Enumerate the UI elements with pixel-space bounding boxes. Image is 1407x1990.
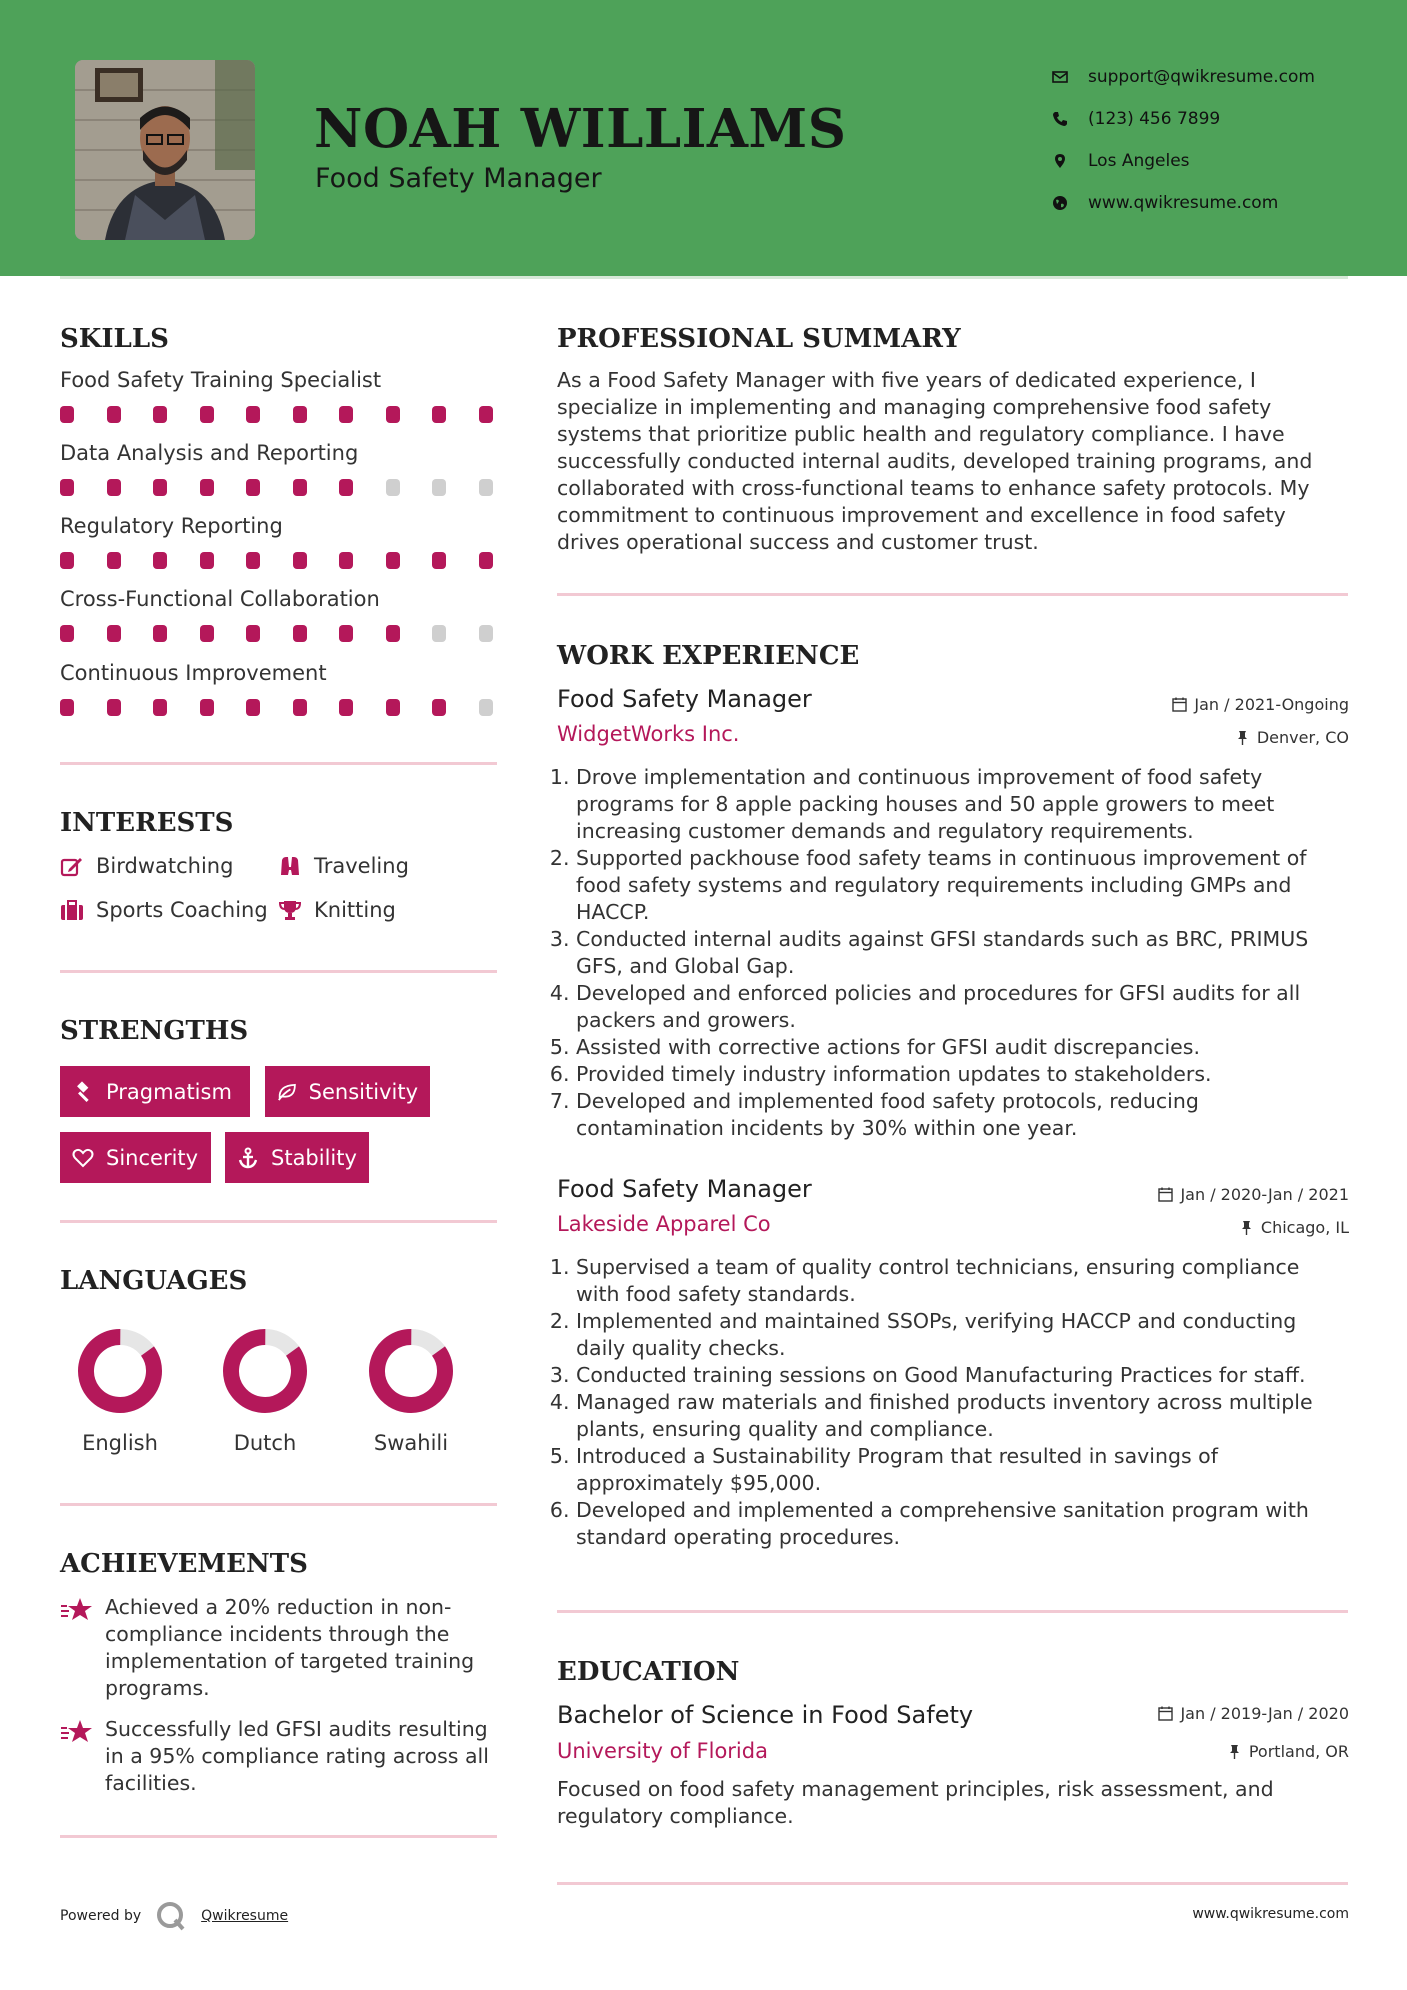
language-label: Swahili <box>373 1431 449 1455</box>
rating-dot-filled <box>246 625 260 642</box>
interest-item <box>60 898 268 922</box>
job-company: WidgetWorks Inc. <box>557 722 740 746</box>
contact-phone[interactable] <box>1052 98 1315 140</box>
pin-icon <box>1235 730 1250 745</box>
rating-dot-filled <box>386 406 400 423</box>
rating-dot-filled <box>60 699 74 716</box>
rating-dot-filled <box>60 625 74 642</box>
contact-website[interactable] <box>1052 182 1315 224</box>
footer-branding <box>60 1900 288 1932</box>
language-donut <box>76 1327 164 1415</box>
skill-rating <box>60 625 525 642</box>
rating-dot-filled <box>60 552 74 569</box>
skill-name: Data Analysis and Reporting <box>60 441 359 465</box>
contact-email[interactable] <box>1052 56 1315 98</box>
skill-name: Regulatory Reporting <box>60 514 283 538</box>
trophy-icon <box>278 899 302 921</box>
strength-tag <box>265 1066 430 1117</box>
globe-icon <box>1052 195 1068 211</box>
list-item: 4. Developed and enforced policies and procedures for GFSI audits for all packers and growers. <box>576 980 1336 1034</box>
binoculars-icon <box>278 855 302 877</box>
rating-dot-filled <box>153 552 167 569</box>
interest-label: Sports Coaching <box>96 898 268 922</box>
job-location-text: Chicago, IL <box>1260 1218 1349 1237</box>
calendar-icon <box>1172 697 1187 712</box>
skill-rating <box>60 479 525 496</box>
rating-dot-filled <box>293 699 307 716</box>
rating-dot-filled <box>386 552 400 569</box>
interest-label: Knitting <box>314 898 396 922</box>
star-icon <box>60 1718 94 1746</box>
section-divider <box>60 970 497 973</box>
rating-dot-filled <box>432 552 446 569</box>
list-item: 6. Provided timely industry information updates to stakeholders. <box>576 1061 1336 1088</box>
header-divider <box>60 276 1348 279</box>
skill-rating <box>60 699 525 716</box>
education-location <box>1227 1742 1349 1761</box>
achievement-text: Achieved a 20% reduction in non-compliance incidents through the implementation of targeted training programs. <box>105 1595 475 1700</box>
rating-dot-filled <box>293 552 307 569</box>
list-item: 1. Supervised a team of quality control technicians, ensuring compliance with food safety standards. <box>576 1254 1336 1308</box>
skill-rating <box>60 406 525 423</box>
calendar-icon <box>1158 1706 1173 1721</box>
education-dates-text: Jan / 2019-Jan / 2020 <box>1180 1704 1349 1723</box>
phone-text: (123) 456 7899 <box>1088 109 1221 129</box>
skill-name: Continuous Improvement <box>60 661 327 685</box>
section-divider <box>60 1220 497 1223</box>
achievements-heading: ACHIEVEMENTS <box>60 1549 308 1579</box>
qwikresume-logo-icon <box>155 1900 187 1932</box>
job-location-text: Denver, CO <box>1256 728 1349 747</box>
leaf-icon <box>277 1081 297 1103</box>
rating-dot-filled <box>246 699 260 716</box>
list-item: 1. Drove implementation and continuous improvement of food safety programs for 8 apple packing houses and 50 apple growers to meet increasing customer demands and regulatory requirements. <box>576 764 1336 845</box>
job-responsibilities <box>556 764 1336 1142</box>
list-item: 5. Introduced a Sustainability Program that resulted in savings of approximately $95,000. <box>576 1443 1336 1497</box>
interests-heading: INTERESTS <box>60 808 234 838</box>
list-item: 4. Managed raw materials and finished products inventory across multiple plants, ensuring quality and compliance. <box>576 1389 1336 1443</box>
list-item: 5. Assisted with corrective actions for GFSI audit discrepancies. <box>576 1034 1336 1061</box>
rating-dot-filled <box>200 625 214 642</box>
rating-dot-filled <box>432 699 446 716</box>
skill-rating <box>60 552 525 569</box>
section-divider <box>60 1835 497 1838</box>
achievement-text: Successfully led GFSI audits resulting in a 95% compliance rating across all facilities. <box>105 1717 489 1795</box>
section-divider <box>60 762 497 765</box>
rating-dot-filled <box>107 699 121 716</box>
skill-name: Cross-Functional Collaboration <box>60 587 380 611</box>
person-photo-image <box>75 60 255 240</box>
interest-item <box>60 854 233 878</box>
calendar-icon <box>1158 1187 1173 1202</box>
rating-dot-filled <box>246 479 260 496</box>
strength-tag <box>60 1132 211 1183</box>
footer-website[interactable]: www.qwikresume.com <box>1192 1906 1349 1922</box>
rating-dot-filled <box>107 625 121 642</box>
rating-dot-filled <box>153 406 167 423</box>
rating-dot-filled <box>339 552 353 569</box>
achievement-item <box>60 1716 500 1797</box>
rating-dot-empty <box>479 699 493 716</box>
rating-dot-filled <box>107 479 121 496</box>
languages-heading: LANGUAGES <box>60 1266 248 1296</box>
rating-dot-filled <box>200 552 214 569</box>
job-location <box>1239 1218 1349 1237</box>
envelope-icon <box>1052 69 1068 85</box>
heart-icon <box>72 1147 94 1169</box>
language-donut <box>367 1327 455 1415</box>
contact-info <box>1052 56 1315 224</box>
strength-tag <box>225 1132 369 1183</box>
experience-heading: WORK EXPERIENCE <box>557 641 860 671</box>
list-item: 3. Conducted training sessions on Good Manufacturing Practices for staff. <box>576 1362 1336 1389</box>
section-divider <box>60 1503 497 1506</box>
job-dates-text: Jan / 2020-Jan / 2021 <box>1180 1185 1349 1204</box>
rating-dot-filled <box>60 479 74 496</box>
pin-icon <box>1239 1220 1254 1235</box>
rating-dot-filled <box>246 552 260 569</box>
language-label: English <box>82 1431 158 1455</box>
strength-label: Pragmatism <box>106 1079 232 1104</box>
list-item: 7. Developed and implemented food safety protocols, reducing contamination incidents by 30% within one year. <box>576 1088 1336 1142</box>
achievement-item <box>60 1594 500 1702</box>
rating-dot-filled <box>479 406 493 423</box>
anchor-icon <box>237 1147 259 1169</box>
website-text: www.qwikresume.com <box>1088 193 1279 213</box>
section-divider <box>557 1882 1348 1885</box>
interest-item <box>278 854 409 878</box>
contact-location <box>1052 140 1315 182</box>
rating-dot-filled <box>107 552 121 569</box>
strength-label: Sincerity <box>106 1145 199 1170</box>
skills-heading: SKILLS <box>60 324 169 354</box>
rating-dot-empty <box>386 479 400 496</box>
interest-label: Traveling <box>314 854 409 878</box>
rating-dot-filled <box>339 625 353 642</box>
rating-dot-filled <box>200 699 214 716</box>
pin-icon <box>1227 1744 1242 1759</box>
degree: Bachelor of Science in Food Safety <box>557 1701 974 1729</box>
rating-dot-empty <box>432 625 446 642</box>
rating-dot-filled <box>246 406 260 423</box>
list-item: 2. Supported packhouse food safety teams in continuous improvement of food safety systems and regulatory requirements including GMPs and HACCP. <box>576 845 1336 926</box>
rating-dot-filled <box>107 406 121 423</box>
rating-dot-filled <box>200 406 214 423</box>
rating-dot-filled <box>479 552 493 569</box>
header-banner <box>0 0 1407 276</box>
summary-heading: PROFESSIONAL SUMMARY <box>557 324 961 354</box>
star-icon <box>60 1596 94 1624</box>
job-dates-text: Jan / 2021-Ongoing <box>1194 695 1349 714</box>
interest-item <box>278 898 396 922</box>
section-divider <box>557 593 1348 596</box>
language-donut <box>221 1327 309 1415</box>
job-company: Lakeside Apparel Co <box>557 1212 771 1236</box>
candidate-name: NOAH WILLIAMS <box>314 98 847 160</box>
job-responsibilities <box>556 1254 1336 1551</box>
rating-dot-empty <box>432 479 446 496</box>
skill-name: Food Safety Training Specialist <box>60 368 382 392</box>
education-heading: EDUCATION <box>557 1657 740 1687</box>
rating-dot-filled <box>293 625 307 642</box>
job-location <box>1235 728 1349 747</box>
education-location-text: Portland, OR <box>1248 1742 1349 1761</box>
rating-dot-filled <box>200 479 214 496</box>
language-label: Dutch <box>233 1431 297 1455</box>
interest-label: Birdwatching <box>96 854 234 878</box>
rating-dot-empty <box>479 479 493 496</box>
briefcase-icon <box>60 899 84 921</box>
rating-dot-filled <box>432 406 446 423</box>
summary-text: As a Food Safety Manager with five years of dedicated experience, I specialize in implementing and managing comprehensive food safety systems that prioritize public health and regulatory compliance. I have successfully conducted internal audits, developed training programs, and collaborated with cross-functional teams to enhance safety protocols. My commitment to continuous improvement and excellence in food safety drives operational success and customer trust. <box>557 368 1313 554</box>
qwikresume-link[interactable]: Qwikresume <box>201 1908 289 1924</box>
rating-dot-filled <box>153 699 167 716</box>
rating-dot-filled <box>386 699 400 716</box>
map-marker-icon <box>1052 153 1068 169</box>
rating-dot-filled <box>386 625 400 642</box>
rating-dot-filled <box>293 406 307 423</box>
education-dates <box>1158 1704 1349 1723</box>
rating-dot-filled <box>153 479 167 496</box>
edit-icon <box>60 855 84 877</box>
rating-dot-filled <box>339 479 353 496</box>
rating-dot-filled <box>153 625 167 642</box>
strengths-heading: STRENGTHS <box>60 1016 249 1046</box>
rating-dot-filled <box>339 406 353 423</box>
job-dates <box>1172 695 1349 714</box>
rating-dot-filled <box>60 406 74 423</box>
rating-dot-filled <box>339 699 353 716</box>
section-divider <box>557 1610 1348 1613</box>
rating-dot-empty <box>479 625 493 642</box>
strength-label: Sensitivity <box>308 1079 418 1104</box>
education-description: Focused on food safety management principles, risk assessment, and regulatory compliance. <box>557 1777 1274 1828</box>
powered-by-text: Powered by <box>60 1908 142 1924</box>
email-text: support@qwikresume.com <box>1088 67 1315 87</box>
strength-tag <box>60 1066 250 1117</box>
strength-label: Stability <box>271 1145 357 1170</box>
list-item: 3. Conducted internal audits against GFSI standards such as BRC, PRIMUS GFS, and Global Gap. <box>576 926 1336 980</box>
phone-icon <box>1052 111 1068 127</box>
job-role: Food Safety Manager <box>557 685 812 713</box>
profile-photo <box>75 60 255 240</box>
list-item: 6. Developed and implemented a comprehensive sanitation program with standard operating procedures. <box>576 1497 1336 1551</box>
rating-dot-filled <box>293 479 307 496</box>
location-text: Los Angeles <box>1088 151 1190 171</box>
job-role: Food Safety Manager <box>557 1175 812 1203</box>
candidate-title: Food Safety Manager <box>315 163 602 194</box>
list-item: 2. Implemented and maintained SSOPs, verifying HACCP and conducting daily quality checks. <box>576 1308 1336 1362</box>
school: University of Florida <box>557 1739 768 1763</box>
job-dates <box>1158 1185 1349 1204</box>
gavel-icon <box>72 1081 94 1103</box>
